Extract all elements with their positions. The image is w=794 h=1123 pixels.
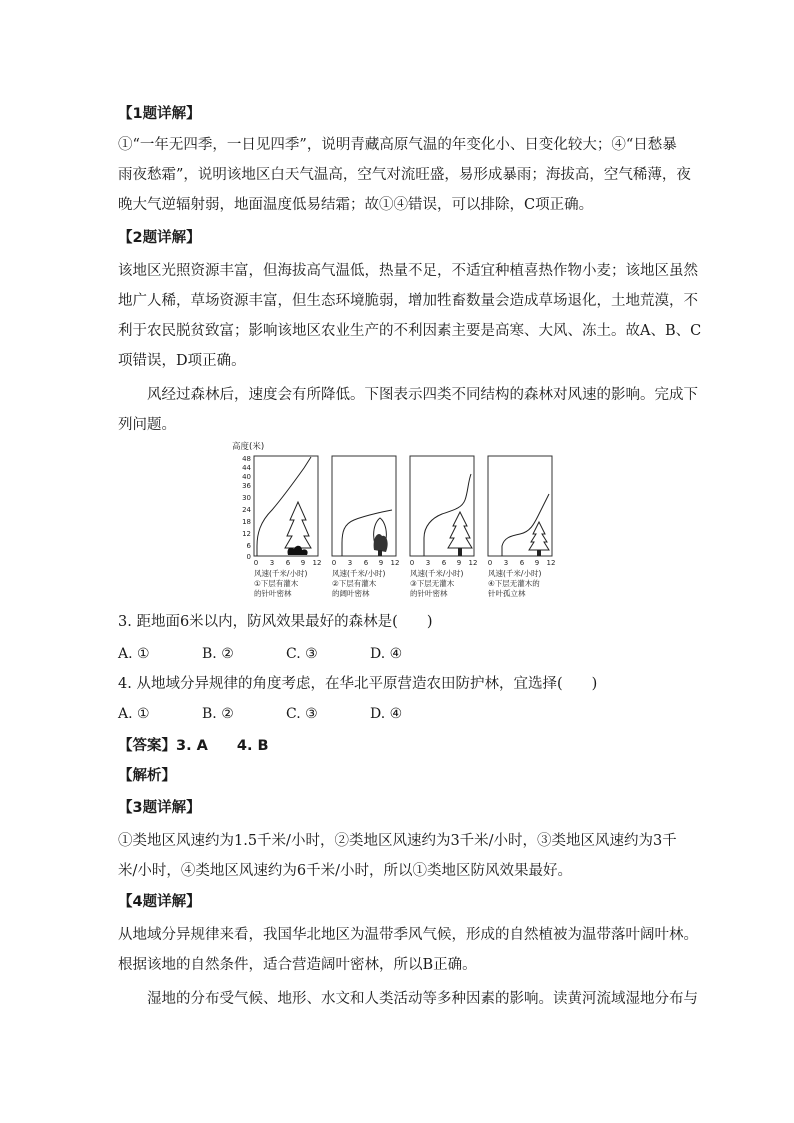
- q2-line: 利于农民脱贫致富；影响该地区农业生产的不利因素主要是高寒、大风、冻土。故A、B、C: [118, 323, 702, 339]
- next-passage: [118, 984, 698, 1014]
- y-tick-label: 24: [242, 506, 251, 514]
- q3-detail: [118, 826, 677, 886]
- y-tick-label: 6: [246, 542, 251, 550]
- y-tick-label: 30: [242, 494, 251, 502]
- panel-caption: 针叶孤立林: [488, 589, 526, 598]
- panel-xlabel: 风速(千米/小时): [410, 569, 464, 578]
- analysis-heading: 【解析】: [118, 768, 176, 784]
- q4-stem: 4. 从地域分异规律的角度考虑，在华北平原营造农田防护林，宜选择( ): [118, 676, 598, 692]
- x-tick-labels: [254, 559, 322, 567]
- x-tick-label: 3: [269, 559, 275, 567]
- q2-line: 该地区光照资源丰富，但海拔高气温低，热量不足，不适宜种植喜热作物小麦；该地区虽然: [118, 263, 698, 279]
- x-tick-label: 9: [378, 559, 384, 567]
- y-tick-label: 12: [242, 530, 251, 538]
- x-tick-label: 12: [390, 559, 400, 567]
- q4-detail: [118, 920, 698, 980]
- answer-line: 【答案】3. A 4. B: [118, 738, 269, 754]
- q1-heading: 【1题详解】: [118, 106, 201, 122]
- x-tick-label: 0: [409, 559, 415, 567]
- q3-detail-heading: 【3题详解】: [118, 800, 201, 816]
- x-tick-labels: [410, 559, 478, 567]
- tree-trunk-icon: [458, 548, 462, 556]
- y-tick-label: 40: [242, 473, 251, 481]
- option-b: B. ②: [202, 646, 234, 662]
- x-tick-label: 6: [363, 559, 369, 567]
- q3-options: [118, 646, 454, 662]
- panel-caption: ①下层有灌木: [254, 579, 299, 588]
- y-tick-label: 44: [242, 464, 251, 472]
- panel-caption: ③下层无灌木: [410, 579, 455, 588]
- x-tick-label: 3: [347, 559, 353, 567]
- option-c: C. ③: [286, 646, 318, 662]
- x-tick-labels: [332, 559, 400, 567]
- panel-caption: ④下层无灌木的: [488, 579, 540, 588]
- forest-wind-figure: [228, 438, 568, 606]
- option-a: A. ①: [118, 646, 150, 662]
- x-tick-label: 9: [456, 559, 462, 567]
- intro-paragraph: [118, 380, 698, 440]
- panel-xlabel: 风速(千米/小时): [488, 569, 542, 578]
- y-tick-label: 48: [242, 455, 251, 463]
- q4-options: [118, 706, 454, 722]
- option-d: D. ④: [370, 706, 403, 722]
- intro-line: 列问题。: [118, 417, 176, 433]
- q1-explanation: [118, 130, 691, 220]
- x-tick-labels: [488, 559, 556, 567]
- x-tick-label: 12: [546, 559, 556, 567]
- y-tick-labels: [242, 455, 251, 561]
- x-tick-label: 12: [468, 559, 478, 567]
- q1-line: 晚大气逆辐射弱，地面温度低易结霜；故①④错误，可以排除，C项正确。: [118, 197, 594, 213]
- panel-1: [254, 456, 322, 598]
- conifer-tree-icon: [285, 502, 311, 548]
- x-tick-label: 9: [534, 559, 540, 567]
- panel-xlabel: 风速(千米/小时): [254, 569, 308, 578]
- x-tick-label: 3: [503, 559, 509, 567]
- y-axis-title: 高度(米): [232, 442, 265, 452]
- y-tick-label: 36: [242, 482, 251, 490]
- option-d: D. ④: [370, 646, 403, 662]
- x-tick-label: 9: [300, 559, 306, 567]
- q2-line: 项错误，D项正确。: [118, 353, 246, 369]
- panel-4: [488, 456, 556, 598]
- q2-explanation: [118, 256, 702, 376]
- panel-3: [410, 456, 478, 598]
- q3-stem: 3. 距地面6米以内，防风效果最好的森林是( ): [118, 614, 433, 630]
- q4-detail-line: 从地域分异规律来看，我国华北地区为温带季风气候，形成的自然植被为温带落叶阔叶林。: [118, 927, 698, 943]
- option-a: A. ①: [118, 706, 150, 722]
- x-tick-label: 0: [331, 559, 337, 567]
- panel-caption: ②下层有灌木: [332, 579, 377, 588]
- y-tick-label: 0: [246, 553, 251, 561]
- panel-2: [332, 456, 400, 598]
- y-tick-label: 18: [242, 518, 251, 526]
- x-tick-label: 12: [312, 559, 322, 567]
- q2-line: 地广人稀，草场资源丰富，但生态环境脆弱，增加牲畜数量会造成草场退化，土地荒漠，不: [118, 293, 698, 309]
- tree-trunk-icon: [378, 550, 382, 556]
- q3-detail-line: ①类地区风速约为1.5千米/小时，②类地区风速约为3千米/小时，③类地区风速约为3千: [118, 833, 677, 849]
- panel-frame: [254, 456, 318, 556]
- option-c: C. ③: [286, 706, 318, 722]
- x-tick-label: 6: [519, 559, 525, 567]
- q1-line: 雨夜愁霜”，说明该地区白天气温高，空气对流旺盛，易形成暴雨；海拔高，空气稀薄，夜: [118, 167, 691, 183]
- intro-line: 风经过森林后，速度会有所降低。下图表示四类不同结构的森林对风速的影响。完成下: [147, 387, 698, 403]
- option-b: B. ②: [202, 706, 234, 722]
- q4-detail-line: 根据该地的自然条件，适合营造阔叶密林，所以B正确。: [118, 957, 477, 973]
- x-tick-label: 0: [253, 559, 259, 567]
- x-tick-label: 6: [285, 559, 291, 567]
- x-tick-label: 6: [441, 559, 447, 567]
- panel-xlabel: 风速(千米/小时): [332, 569, 386, 578]
- q1-line: ①“一年无四季，一日见四季”，说明青藏高原气温的年变化小、日变化较大；④“日愁暴: [118, 137, 677, 153]
- x-tick-label: 3: [425, 559, 431, 567]
- panel-caption: 的针叶密林: [410, 589, 448, 598]
- q2-heading: 【2题详解】: [118, 230, 201, 246]
- panel-caption: 的阔叶密林: [332, 589, 370, 598]
- next-line: 湿地的分布受气候、地形、水文和人类活动等多种因素的影响。读黄河流域湿地分布与: [147, 991, 698, 1007]
- x-tick-label: 0: [487, 559, 493, 567]
- q4-detail-heading: 【4题详解】: [118, 894, 201, 910]
- panel-caption: 的针叶密林: [254, 589, 292, 598]
- tree-trunk-icon: [537, 550, 541, 556]
- conifer-tree-icon: [448, 512, 472, 548]
- q3-detail-line: 米/小时，④类地区风速约为6千米/小时，所以①类地区防风效果最好。: [118, 863, 572, 879]
